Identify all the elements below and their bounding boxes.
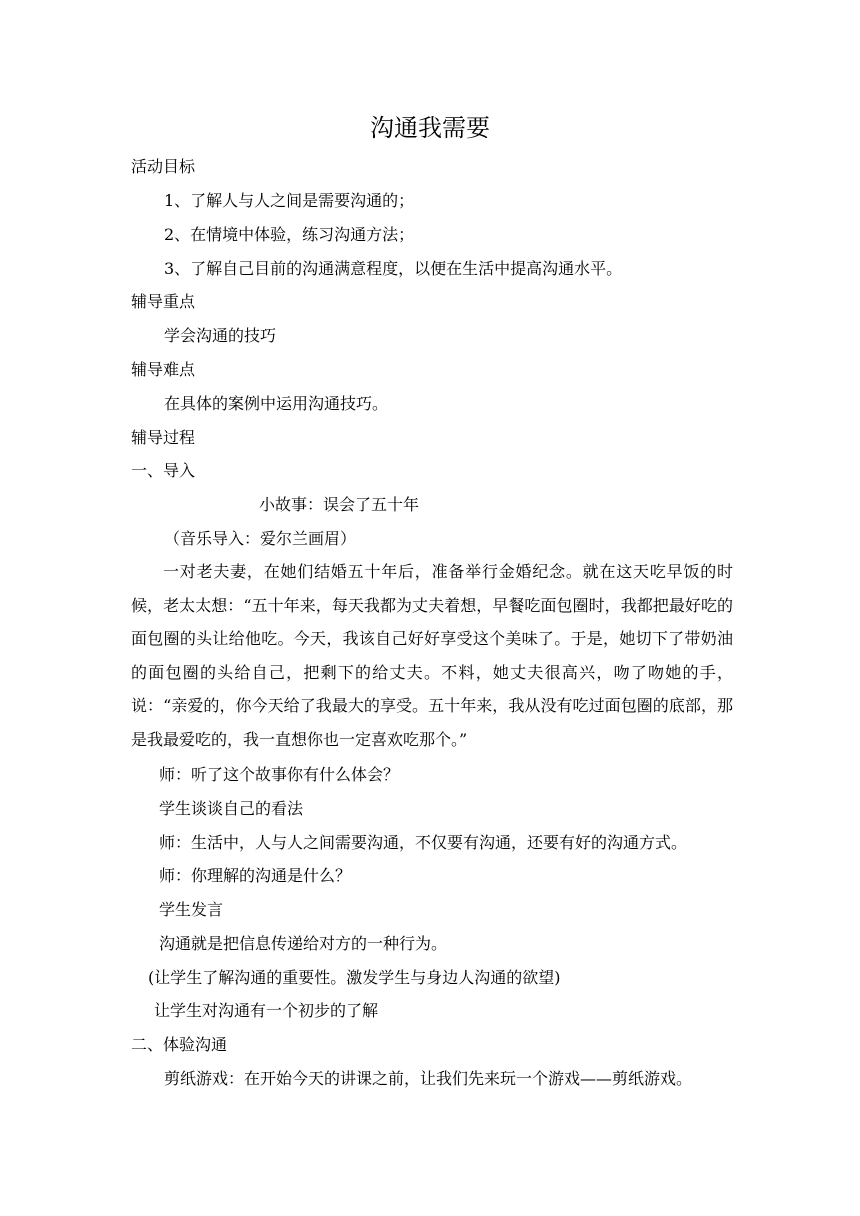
goal-item-1: 1、了解人与人之间是需要沟通的； (164, 191, 415, 210)
part-heading-intro: 一、导入 (131, 461, 196, 480)
section-heading-difficulty: 辅导难点 (131, 360, 196, 379)
student-response-2: 学生发言 (159, 900, 224, 919)
teacher-question-1: 师：听了这个故事你有什么体会？ (159, 765, 400, 784)
game-text: 剪纸游戏：在开始今天的讲课之前，让我们先来玩一个游戏——剪纸游戏。 (164, 1069, 693, 1088)
story-paragraph: 一对老夫妻，在她们结婚五十年后，准备举行金婚纪念。就在这天吃早饭的时候，老太太想：“五十年来，每天我都为丈夫着想，早餐吃面包圈时，我都把最好吃的面包圈的头让给他吃。今天，我该自己好好享受这个美味了。于是，她切下了带奶油的面包圈的头给自己，把剩下的给丈夫。不料，她丈夫很高兴，吻了吻她的手，说：“亲爱的，你今天给了我最大的享受。五十年来，我从没有吃过面包圈的底部，那是我最爱吃的，我一直想你也一定喜欢吃那个。” (131, 562, 733, 749)
document-title: 沟通我需要 (370, 114, 490, 142)
part-heading-experience: 二、体验沟通 (131, 1035, 228, 1054)
difficulty-text: 在具体的案例中运用沟通技巧。 (164, 394, 389, 413)
teaching-note-1: (让学生了解沟通的重要性。激发学生与身边人沟通的欲望) (148, 968, 561, 987)
key-text: 学会沟通的技巧 (164, 326, 277, 345)
communication-definition: 沟通就是把信息传递给对方的一种行为。 (159, 934, 448, 953)
story-title: 小故事：误会了五十年 (259, 495, 420, 514)
student-response-1: 学生谈谈自己的看法 (159, 799, 304, 818)
goal-item-3: 3、了解自己目前的沟通满意程度，以便在生活中提高沟通水平。 (164, 259, 623, 278)
teaching-note-2: 让学生对沟通有一个初步的了解 (154, 1001, 379, 1020)
teacher-statement-1: 师：生活中，人与人之间需要沟通，不仅要有沟通，还要有好的沟通方式。 (159, 833, 688, 852)
story-music-note: （音乐导入：爱尔兰画眉） (164, 529, 357, 548)
section-heading-process: 辅导过程 (131, 428, 196, 447)
section-heading-key: 辅导重点 (131, 292, 196, 311)
teacher-question-2: 师：你理解的沟通是什么？ (159, 866, 352, 885)
goal-item-2: 2、在情境中体验，练习沟通方法； (164, 225, 415, 244)
section-heading-goals: 活动目标 (131, 157, 196, 176)
